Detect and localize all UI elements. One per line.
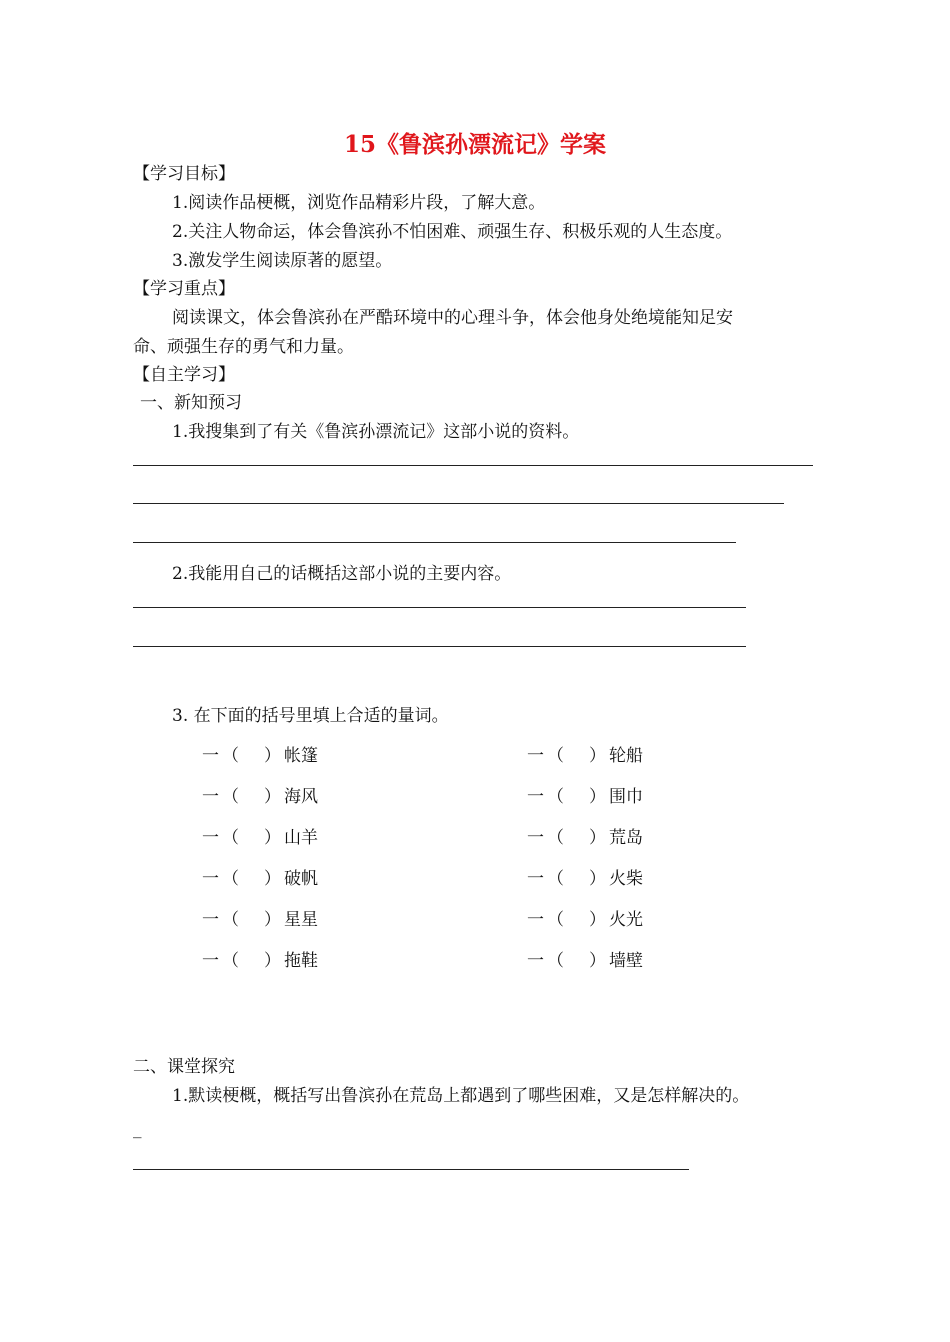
focus-text-line2: 命、顽强生存的勇气和力量。 bbox=[133, 337, 354, 357]
fill-item-right bbox=[527, 909, 643, 931]
yi-char: 一 bbox=[527, 828, 544, 848]
yi-char: 一 bbox=[202, 869, 219, 889]
fill-item-left bbox=[202, 950, 318, 972]
answer-line[interactable] bbox=[133, 542, 736, 543]
noun: 海风 bbox=[284, 787, 318, 807]
open-paren: （ bbox=[222, 746, 239, 766]
close-paren: ） bbox=[589, 787, 606, 807]
self-study-header: 【自主学习】 bbox=[133, 365, 235, 385]
fill-item-right bbox=[527, 786, 643, 808]
goal-item-3: 3.激发学生阅读原著的愿望。 bbox=[172, 251, 393, 271]
noun: 荒岛 bbox=[609, 828, 643, 848]
focus-text-line1: 阅读课文，体会鲁滨孙在严酷环境中的心理斗争，体会他身处绝境能知足安 bbox=[172, 308, 733, 328]
open-paren: （ bbox=[547, 910, 564, 930]
noun: 火光 bbox=[609, 910, 643, 930]
open-paren: （ bbox=[222, 787, 239, 807]
noun: 山羊 bbox=[284, 828, 318, 848]
yi-char: 一 bbox=[202, 910, 219, 930]
fill-item-right bbox=[527, 868, 643, 890]
close-paren: ） bbox=[264, 828, 281, 848]
open-paren: （ bbox=[547, 869, 564, 889]
open-paren: （ bbox=[547, 746, 564, 766]
fill-item-right bbox=[527, 745, 643, 767]
noun: 星星 bbox=[284, 910, 318, 930]
yi-char: 一 bbox=[202, 828, 219, 848]
close-paren: ） bbox=[589, 951, 606, 971]
underscore-mark: _ bbox=[133, 1119, 142, 1139]
noun: 墙壁 bbox=[609, 951, 643, 971]
fill-item-left bbox=[202, 909, 318, 931]
yi-char: 一 bbox=[202, 746, 219, 766]
fill-item-right bbox=[527, 950, 643, 972]
open-paren: （ bbox=[547, 787, 564, 807]
noun: 轮船 bbox=[609, 746, 643, 766]
noun: 围巾 bbox=[609, 787, 643, 807]
question-1: 1.我搜集到了有关《鲁滨孙漂流记》这部小说的资料。 bbox=[172, 422, 580, 442]
question-4: 1.默读梗概，概括写出鲁滨孙在荒岛上都遇到了哪些困难，又是怎样解决的。 bbox=[172, 1086, 750, 1106]
close-paren: ） bbox=[589, 910, 606, 930]
open-paren: （ bbox=[222, 828, 239, 848]
yi-char: 一 bbox=[527, 951, 544, 971]
open-paren: （ bbox=[222, 869, 239, 889]
question-3: 3. 在下面的括号里填上合适的量词。 bbox=[172, 706, 449, 726]
close-paren: ） bbox=[264, 951, 281, 971]
open-paren: （ bbox=[547, 951, 564, 971]
page-title: 15《鲁滨孙漂流记》学案 bbox=[343, 131, 606, 158]
fill-item-left bbox=[202, 745, 318, 767]
close-paren: ） bbox=[264, 910, 281, 930]
part1-header: 一、新知预习 bbox=[140, 393, 242, 413]
close-paren: ） bbox=[589, 746, 606, 766]
fill-item-left bbox=[202, 786, 318, 808]
yi-char: 一 bbox=[527, 787, 544, 807]
goal-item-2: 2.关注人物命运，体会鲁滨孙不怕困难、顽强生存、积极乐观的人生态度。 bbox=[172, 222, 733, 242]
goals-header: 【学习目标】 bbox=[133, 164, 235, 184]
noun: 拖鞋 bbox=[284, 951, 318, 971]
open-paren: （ bbox=[222, 910, 239, 930]
yi-char: 一 bbox=[527, 910, 544, 930]
answer-line[interactable] bbox=[133, 1169, 689, 1170]
goal-item-1: 1.阅读作品梗概，浏览作品精彩片段，了解大意。 bbox=[172, 193, 546, 213]
open-paren: （ bbox=[547, 828, 564, 848]
answer-line[interactable] bbox=[133, 646, 746, 647]
fill-item-right bbox=[527, 827, 643, 849]
part2-header: 二、课堂探究 bbox=[133, 1057, 235, 1077]
yi-char: 一 bbox=[202, 787, 219, 807]
answer-line[interactable] bbox=[133, 465, 813, 466]
answer-line[interactable] bbox=[133, 607, 746, 608]
close-paren: ） bbox=[264, 746, 281, 766]
close-paren: ） bbox=[589, 869, 606, 889]
yi-char: 一 bbox=[202, 951, 219, 971]
yi-char: 一 bbox=[527, 869, 544, 889]
fill-item-left bbox=[202, 827, 318, 849]
close-paren: ） bbox=[264, 869, 281, 889]
noun: 帐篷 bbox=[284, 746, 318, 766]
open-paren: （ bbox=[222, 951, 239, 971]
focus-header: 【学习重点】 bbox=[133, 279, 235, 299]
noun: 破帆 bbox=[284, 869, 318, 889]
noun: 火柴 bbox=[609, 869, 643, 889]
close-paren: ） bbox=[264, 787, 281, 807]
answer-line[interactable] bbox=[133, 503, 784, 504]
question-2: 2.我能用自己的话概括这部小说的主要内容。 bbox=[172, 564, 512, 584]
yi-char: 一 bbox=[527, 746, 544, 766]
close-paren: ） bbox=[589, 828, 606, 848]
fill-item-left bbox=[202, 868, 318, 890]
